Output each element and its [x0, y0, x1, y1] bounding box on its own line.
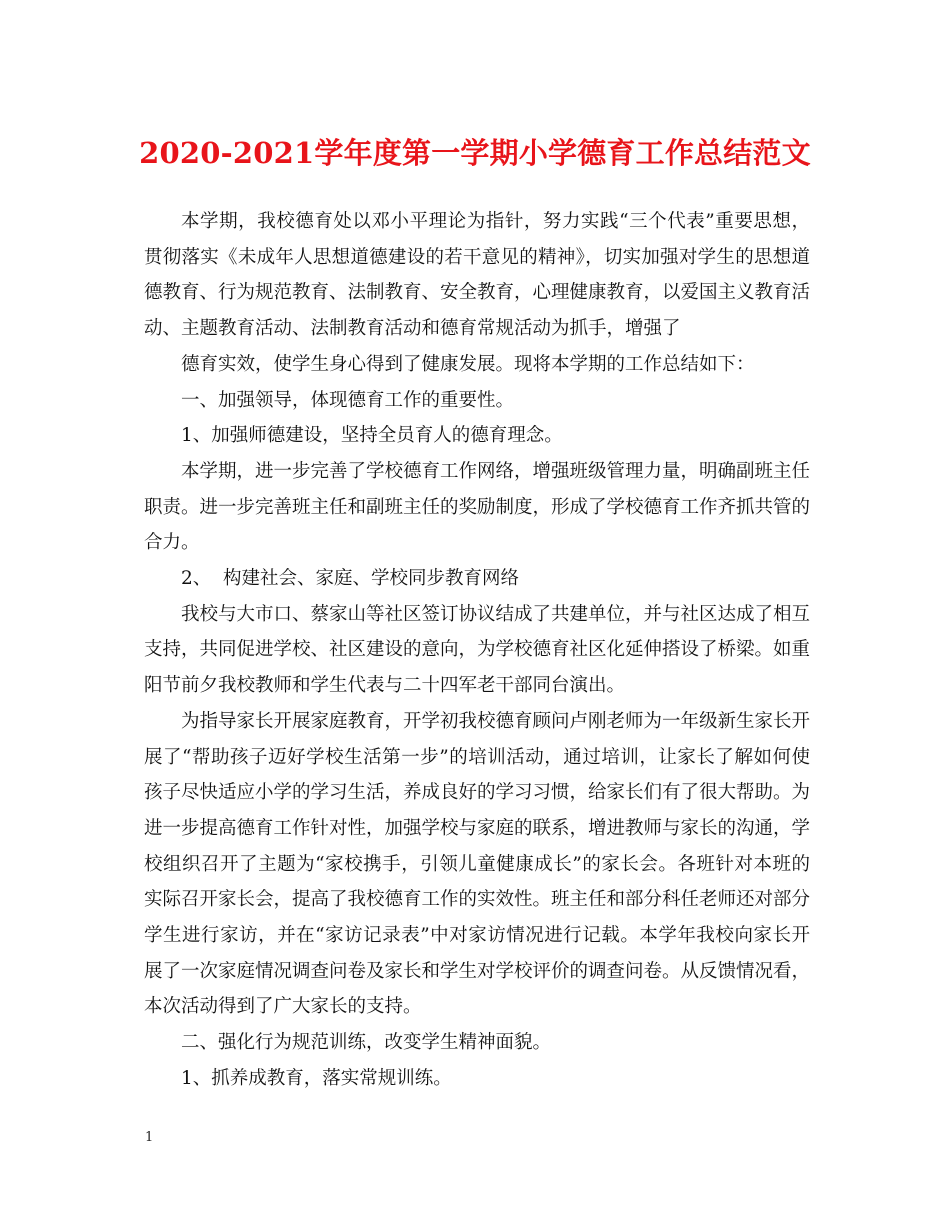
paragraph: 为指导家长开展家庭教育，开学初我校德育顾问卢刚老师为一年级新生家长开展了“帮助孩子迈好学校生活第一步”的培训活动，通过培训，让家长了解如何使孩子尽快适应小学的学习生活，养成良好的学习习惯，给家长们有了很大帮助。为进一步提高德育工作针对性，加强学校与家庭的联系，增进教师与家长的沟通，学校组织召开了主题为“家校携手，引领儿童健康成长”的家长会。各班针对本班的实际召开家长会，提高了我校德育工作的实效性。班主任和部分科任老师还对部分学生进行家访，并在“家访记录表”中对家访情况进行记载。本学年我校向家长开展了一次家庭情况调查问卷及家长和学生对学校评价的调查问卷。从反馈情况看，本次活动得到了广大家长的支持。 [144, 710, 811, 1018]
document-title: 2020-2021学年度第一学期小学德育工作总结范文 [139, 136, 811, 170]
paragraph: 我校与大市口、蔡家山等社区签订协议结成了共建单位，并与社区达成了相互支持，共同促进学校、社区建设的意向，为学校德育社区化延伸搭设了桥梁。如重阳节前夕我校教师和学生代表与二十四军老干部同台演出。 [144, 603, 811, 697]
paragraph: 本学期，进一步完善了学校德育工作网络，增强班级管理力量，明确副班主任职责。进一步完善班主任和副班主任的奖励制度，形成了学校德育工作齐抓共管的合力。 [144, 460, 811, 554]
subsection-heading: 1、加强师德建设，坚持全员育人的德育理念。 [181, 425, 563, 447]
subsection-heading: 1、抓养成教育，落实常规训练。 [181, 1067, 452, 1089]
paragraph: 本学期，我校德育处以邓小平理论为指针，努力实践“三个代表”重要思想，贯彻落实《未成年人思想道德建设的若干意见的精神》，切实加强对学生的思想道德教育、行为规范教育、法制教育、安全教育，心理健康教育，以爱国主义教育活动、主题教育活动、法制教育活动和德育常规活动为抓手，增强了 [144, 211, 811, 340]
page-number: 1 [145, 1130, 154, 1145]
section-heading: 一、加强领导，体现德育工作的重要性。 [181, 389, 515, 411]
subsection-heading: 2、 构建社会、家庭、学校同步教育网络 [181, 568, 520, 590]
paragraph: 德育实效，使学生身心得到了健康发展。现将本学期的工作总结如下： [181, 353, 755, 375]
section-heading: 二、强化行为规范训练，改变学生精神面貌。 [181, 1032, 552, 1054]
document-body [144, 204, 810, 1097]
